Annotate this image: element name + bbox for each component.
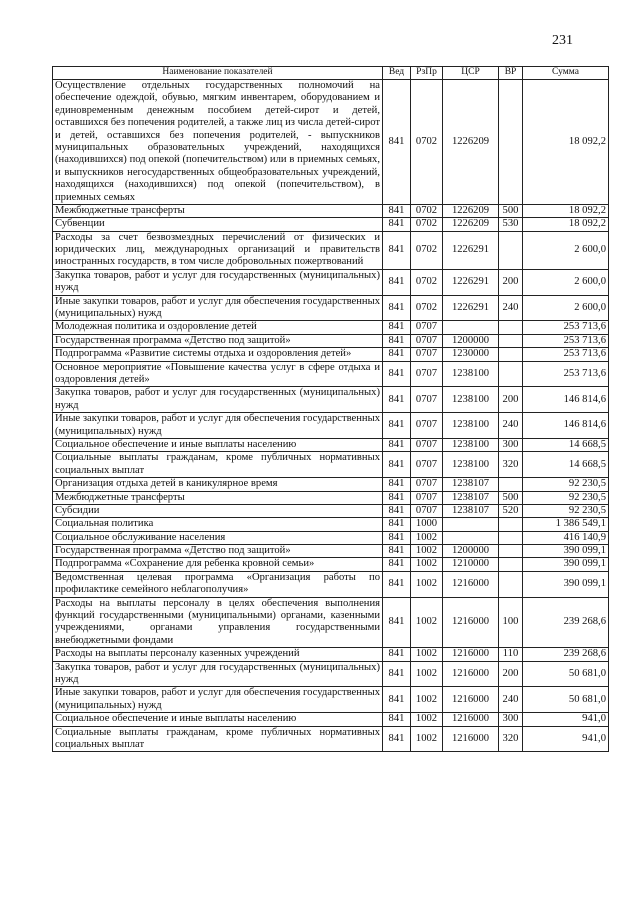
cell-vr [499,478,523,491]
cell-csr: 1238107 [443,504,499,517]
cell-sum: 2 600,0 [523,231,609,269]
table-row [53,218,609,231]
cell-vr [499,545,523,558]
cell-vr: 110 [499,648,523,661]
cell-sum: 14 668,5 [523,438,609,451]
cell-sum: 390 099,1 [523,571,609,597]
cell-ved: 841 [383,478,411,491]
cell-vr [499,348,523,361]
cell-ved: 841 [383,504,411,517]
table-row [53,558,609,571]
cell-sum: 941,0 [523,726,609,752]
cell-name: Иные закупки товаров, работ и услуг для обеспечения государственных (муниципальных) нужд [53,295,383,321]
table-row [53,504,609,517]
cell-ved: 841 [383,648,411,661]
cell-ved: 841 [383,321,411,334]
cell-csr: 1216000 [443,661,499,687]
cell-ved: 841 [383,334,411,347]
cell-vr [499,231,523,269]
cell-rzpr: 0707 [411,491,443,504]
cell-sum: 18 092,2 [523,80,609,205]
cell-rzpr: 0707 [411,334,443,347]
cell-csr: 1226209 [443,218,499,231]
cell-name: Межбюджетные трансферты [53,491,383,504]
cell-csr: 1216000 [443,687,499,713]
cell-ved: 841 [383,452,411,478]
cell-ved: 841 [383,269,411,295]
cell-ved: 841 [383,361,411,387]
table-row [53,491,609,504]
cell-ved: 841 [383,80,411,205]
cell-rzpr: 0707 [411,387,443,413]
cell-csr: 1238100 [443,413,499,439]
cell-rzpr: 1002 [411,571,443,597]
cell-csr: 1238100 [443,387,499,413]
cell-name: Субсидии [53,504,383,517]
cell-vr: 240 [499,687,523,713]
cell-name: Молодежная политика и оздоровление детей [53,321,383,334]
table-row [53,648,609,661]
cell-rzpr: 0702 [411,295,443,321]
cell-name: Социальное обеспечение и иные выплаты населению [53,713,383,726]
cell-sum: 253 713,6 [523,348,609,361]
header-sum: Сумма [523,67,609,80]
budget-table [52,66,609,752]
table-row [53,726,609,752]
cell-name: Иные закупки товаров, работ и услуг для обеспечения государственных (муниципальных) нужд [53,413,383,439]
cell-csr: 1226291 [443,269,499,295]
cell-name: Иные закупки товаров, работ и услуг для обеспечения государственных (муниципальных) нужд [53,687,383,713]
table-row [53,687,609,713]
cell-vr: 500 [499,491,523,504]
cell-sum: 92 230,5 [523,504,609,517]
cell-csr: 1216000 [443,726,499,752]
cell-sum: 146 814,6 [523,387,609,413]
cell-name: Социальные выплаты гражданам, кроме публичных нормативных социальных выплат [53,726,383,752]
cell-rzpr: 0707 [411,321,443,334]
table-row [53,545,609,558]
cell-ved: 841 [383,491,411,504]
cell-csr: 1200000 [443,545,499,558]
cell-csr: 1238100 [443,438,499,451]
table-row [53,348,609,361]
table-row [53,80,609,205]
cell-csr: 1238100 [443,452,499,478]
cell-name: Социальная политика [53,518,383,531]
header-ved: Вед [383,67,411,80]
cell-ved: 841 [383,438,411,451]
cell-rzpr: 1000 [411,518,443,531]
cell-rzpr: 1002 [411,648,443,661]
cell-sum: 50 681,0 [523,661,609,687]
cell-sum: 390 099,1 [523,545,609,558]
cell-ved: 841 [383,531,411,544]
cell-vr: 100 [499,597,523,648]
cell-csr: 1216000 [443,713,499,726]
cell-csr: 1210000 [443,558,499,571]
cell-rzpr: 0707 [411,504,443,517]
cell-csr: 1226209 [443,204,499,217]
cell-rzpr: 0702 [411,80,443,205]
table-row [53,661,609,687]
cell-rzpr: 1002 [411,661,443,687]
cell-ved: 841 [383,204,411,217]
cell-ved: 841 [383,518,411,531]
cell-sum: 1 386 549,1 [523,518,609,531]
table-row [53,452,609,478]
cell-sum: 253 713,6 [523,334,609,347]
cell-ved: 841 [383,413,411,439]
cell-ved: 841 [383,545,411,558]
cell-sum: 18 092,2 [523,218,609,231]
cell-rzpr: 0707 [411,348,443,361]
cell-ved: 841 [383,348,411,361]
table-row [53,713,609,726]
header-rzpr: РзПр [411,67,443,80]
cell-name: Субвенции [53,218,383,231]
cell-rzpr: 0702 [411,204,443,217]
table-row [53,204,609,217]
table-row [53,413,609,439]
cell-vr: 240 [499,413,523,439]
cell-csr: 1226291 [443,231,499,269]
cell-name: Закупка товаров, работ и услуг для государственных (муниципальных) нужд [53,387,383,413]
cell-name: Социальное обеспечение и иные выплаты населению [53,438,383,451]
cell-csr: 1216000 [443,648,499,661]
header-name: Наименование показателей [53,67,383,80]
cell-vr [499,558,523,571]
cell-rzpr: 1002 [411,545,443,558]
cell-vr [499,80,523,205]
cell-csr: 1216000 [443,597,499,648]
cell-csr: 1226291 [443,295,499,321]
cell-sum: 50 681,0 [523,687,609,713]
table-header-row [53,67,609,80]
table-row [53,438,609,451]
cell-vr: 300 [499,438,523,451]
cell-sum: 18 092,2 [523,204,609,217]
cell-ved: 841 [383,713,411,726]
cell-csr [443,518,499,531]
cell-csr: 1238100 [443,361,499,387]
cell-name: Основное мероприятие «Повышение качества услуг в сфере отдыха и оздоровления детей» [53,361,383,387]
cell-ved: 841 [383,295,411,321]
table-row [53,531,609,544]
cell-ved: 841 [383,387,411,413]
cell-name: Государственная программа «Детство под защитой» [53,334,383,347]
cell-csr: 1238107 [443,478,499,491]
cell-vr [499,361,523,387]
table-row [53,361,609,387]
cell-ved: 841 [383,218,411,231]
cell-name: Осуществление отдельных государственных полномочий на обеспечение одеждой, обувью, мягким инвентарем, оборудованием и единовременным денежным пособием детей-сирот и детей, оставшихся без попечения родителей, а также лиц из числа детей-сирот и детей, оставшихся без попечения родителей, - выпускников муниципальных образовательных учреждений, находящихся (находившихся) под опекой (попечительством) или в приемных семьях, и выпускников негосударственных общеобразовательных учреждений, находящихся (находившихся) под опекой (попечительством), в приемных семьях [53,80,383,205]
cell-rzpr: 0707 [411,413,443,439]
cell-name: Расходы за счет безвозмездных перечислений от физических и юридических лиц, международных организаций и правительств иностранных государств, в том числе добровольных пожертвований [53,231,383,269]
cell-rzpr: 1002 [411,597,443,648]
cell-name: Закупка товаров, работ и услуг для государственных (муниципальных) нужд [53,661,383,687]
table-row [53,518,609,531]
cell-sum: 239 268,6 [523,648,609,661]
cell-name: Социальное обслуживание населения [53,531,383,544]
cell-vr [499,321,523,334]
table-row [53,334,609,347]
cell-name: Межбюджетные трансферты [53,204,383,217]
cell-csr [443,321,499,334]
table-row [53,597,609,648]
cell-name: Расходы на выплаты персоналу в целях обеспечения выполнения функций государственными (муниципальными) органами, казенными учреждениями, органами управления государственными внебюджетными фондами [53,597,383,648]
cell-ved: 841 [383,571,411,597]
cell-name: Подпрограмма «Развитие системы отдыха и оздоровления детей» [53,348,383,361]
cell-sum: 253 713,6 [523,321,609,334]
cell-ved: 841 [383,558,411,571]
cell-sum: 92 230,5 [523,478,609,491]
cell-name: Социальные выплаты гражданам, кроме публичных нормативных социальных выплат [53,452,383,478]
cell-rzpr: 0707 [411,438,443,451]
cell-vr: 520 [499,504,523,517]
table-row [53,295,609,321]
cell-rzpr: 0707 [411,478,443,491]
cell-rzpr: 0702 [411,231,443,269]
cell-rzpr: 1002 [411,531,443,544]
cell-vr: 200 [499,661,523,687]
page-number: 231 [552,33,573,48]
cell-sum: 941,0 [523,713,609,726]
cell-vr: 500 [499,204,523,217]
cell-vr: 530 [499,218,523,231]
cell-vr [499,531,523,544]
table-row [53,571,609,597]
cell-sum: 2 600,0 [523,295,609,321]
cell-ved: 841 [383,726,411,752]
cell-name: Закупка товаров, работ и услуг для государственных (муниципальных) нужд [53,269,383,295]
cell-vr [499,571,523,597]
cell-sum: 416 140,9 [523,531,609,544]
cell-name: Расходы на выплаты персоналу казенных учреждений [53,648,383,661]
cell-rzpr: 1002 [411,726,443,752]
cell-vr: 320 [499,452,523,478]
cell-vr: 240 [499,295,523,321]
cell-sum: 2 600,0 [523,269,609,295]
table-row [53,387,609,413]
cell-csr [443,531,499,544]
table-row [53,478,609,491]
header-csr: ЦСР [443,67,499,80]
table-body [53,80,609,752]
cell-sum: 253 713,6 [523,361,609,387]
cell-sum: 239 268,6 [523,597,609,648]
cell-rzpr: 0702 [411,269,443,295]
cell-ved: 841 [383,597,411,648]
cell-rzpr: 0702 [411,218,443,231]
cell-sum: 390 099,1 [523,558,609,571]
cell-csr: 1230000 [443,348,499,361]
cell-rzpr: 1002 [411,713,443,726]
cell-vr [499,334,523,347]
cell-vr: 200 [499,269,523,295]
cell-rzpr: 1002 [411,558,443,571]
cell-name: Ведомственная целевая программа «Организация работы по профилактике семейного неблагополучия» [53,571,383,597]
table-row [53,269,609,295]
cell-vr [499,518,523,531]
cell-sum: 92 230,5 [523,491,609,504]
cell-sum: 146 814,6 [523,413,609,439]
cell-ved: 841 [383,661,411,687]
cell-sum: 14 668,5 [523,452,609,478]
cell-csr: 1238107 [443,491,499,504]
cell-rzpr: 0707 [411,452,443,478]
cell-vr: 300 [499,713,523,726]
cell-rzpr: 1002 [411,687,443,713]
cell-csr: 1216000 [443,571,499,597]
cell-vr: 320 [499,726,523,752]
cell-name: Подпрограмма «Сохранение для ребенка кровной семьи» [53,558,383,571]
table-row [53,231,609,269]
table-row [53,321,609,334]
cell-ved: 841 [383,687,411,713]
cell-ved: 841 [383,231,411,269]
cell-name: Организация отдыха детей в каникулярное время [53,478,383,491]
cell-vr: 200 [499,387,523,413]
cell-csr: 1226209 [443,80,499,205]
cell-rzpr: 0707 [411,361,443,387]
cell-csr: 1200000 [443,334,499,347]
cell-name: Государственная программа «Детство под защитой» [53,545,383,558]
header-vr: ВР [499,67,523,80]
